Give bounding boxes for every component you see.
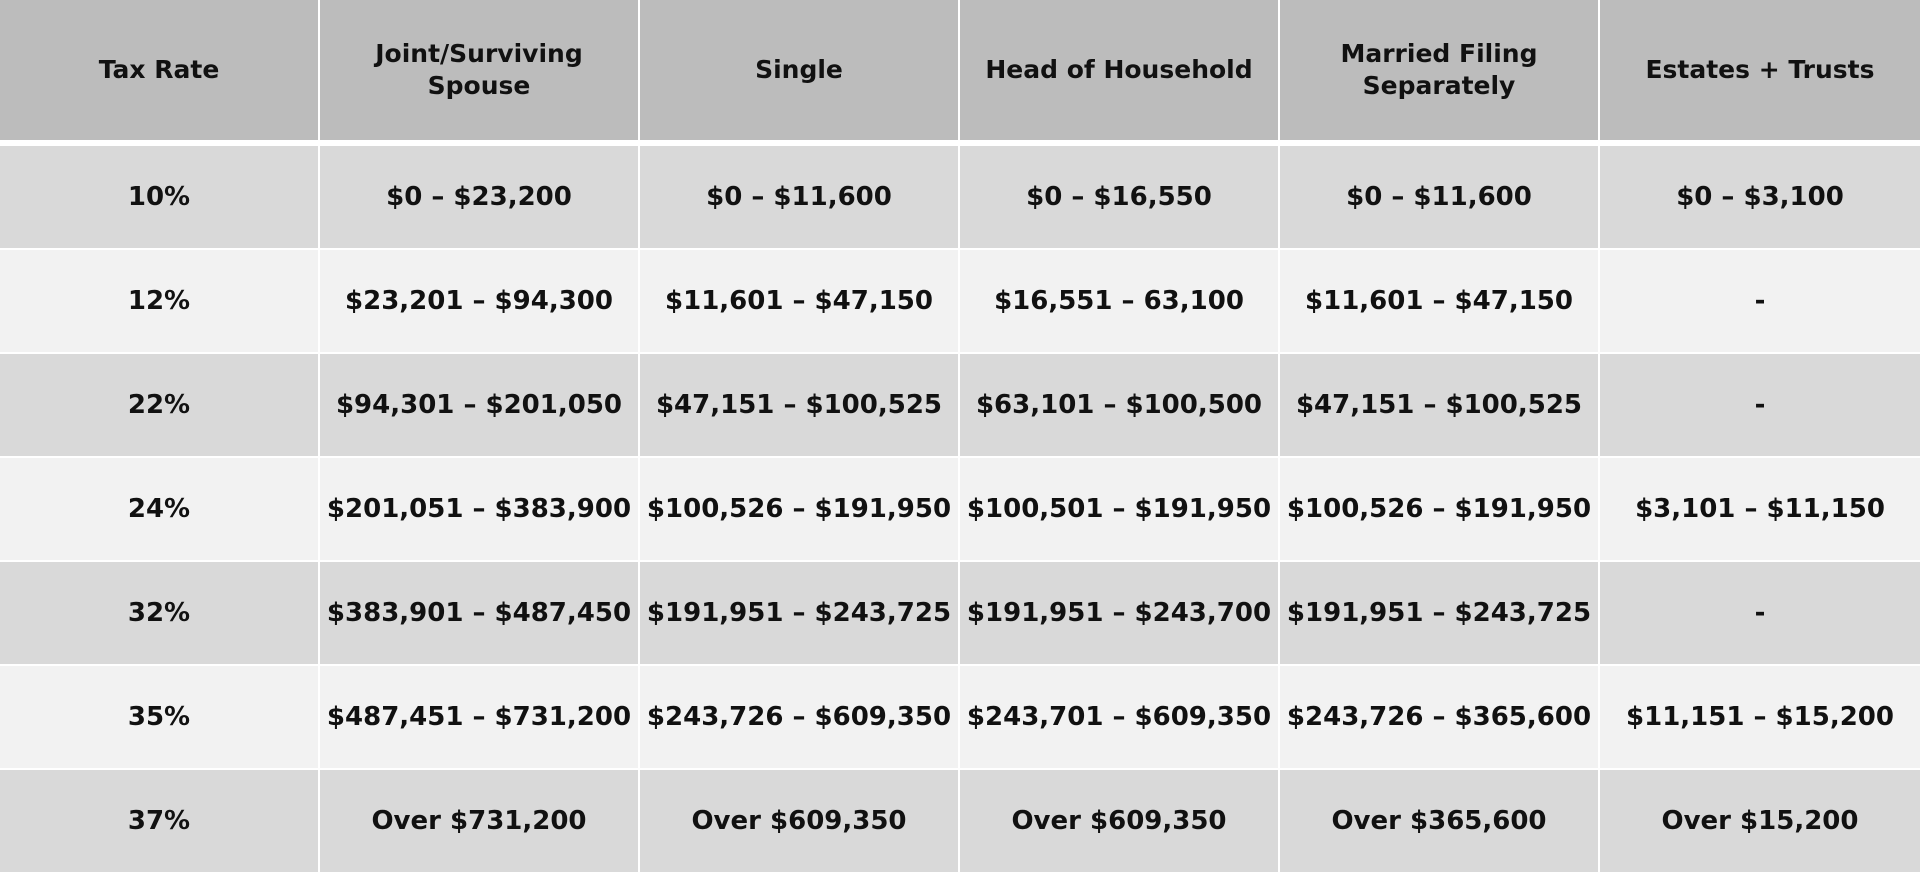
cell-head-of-household: Over $609,350 xyxy=(960,770,1280,874)
cell-tax-rate: 37% xyxy=(0,770,320,874)
cell-estates-trusts: - xyxy=(1600,562,1920,666)
cell-single: $243,726 – $609,350 xyxy=(640,666,960,770)
cell-joint: Over $731,200 xyxy=(320,770,640,874)
cell-estates-trusts: - xyxy=(1600,354,1920,458)
cell-married-separately: $191,951 – $243,725 xyxy=(1280,562,1600,666)
table-row xyxy=(0,146,1920,250)
cell-estates-trusts: $0 – $3,100 xyxy=(1600,146,1920,250)
table-row xyxy=(0,562,1920,666)
cell-married-separately: $0 – $11,600 xyxy=(1280,146,1600,250)
cell-married-separately: $243,726 – $365,600 xyxy=(1280,666,1600,770)
table-row xyxy=(0,458,1920,562)
table-row xyxy=(0,250,1920,354)
cell-joint: $383,901 – $487,450 xyxy=(320,562,640,666)
cell-tax-rate: 32% xyxy=(0,562,320,666)
cell-estates-trusts: Over $15,200 xyxy=(1600,770,1920,874)
cell-head-of-household: $0 – $16,550 xyxy=(960,146,1280,250)
cell-estates-trusts: $3,101 – $11,150 xyxy=(1600,458,1920,562)
cell-joint: $201,051 – $383,900 xyxy=(320,458,640,562)
cell-joint: $0 – $23,200 xyxy=(320,146,640,250)
table-row xyxy=(0,354,1920,458)
cell-single: $47,151 – $100,525 xyxy=(640,354,960,458)
cell-tax-rate: 24% xyxy=(0,458,320,562)
cell-tax-rate: 35% xyxy=(0,666,320,770)
table-body xyxy=(0,146,1920,874)
cell-head-of-household: $16,551 – 63,100 xyxy=(960,250,1280,354)
header-single: Single xyxy=(640,0,960,146)
cell-single: $11,601 – $47,150 xyxy=(640,250,960,354)
table-row xyxy=(0,666,1920,770)
header-joint-surviving-spouse: Joint/Surviving Spouse xyxy=(320,0,640,146)
header-row xyxy=(0,0,1920,146)
cell-head-of-household: $191,951 – $243,700 xyxy=(960,562,1280,666)
cell-head-of-household: $63,101 – $100,500 xyxy=(960,354,1280,458)
cell-joint: $23,201 – $94,300 xyxy=(320,250,640,354)
cell-tax-rate: 12% xyxy=(0,250,320,354)
cell-single: $191,951 – $243,725 xyxy=(640,562,960,666)
cell-head-of-household: $100,501 – $191,950 xyxy=(960,458,1280,562)
cell-married-separately: $11,601 – $47,150 xyxy=(1280,250,1600,354)
cell-estates-trusts: - xyxy=(1600,250,1920,354)
cell-tax-rate: 22% xyxy=(0,354,320,458)
cell-single: $0 – $11,600 xyxy=(640,146,960,250)
cell-married-separately: $100,526 – $191,950 xyxy=(1280,458,1600,562)
cell-married-separately: Over $365,600 xyxy=(1280,770,1600,874)
cell-estates-trusts: $11,151 – $15,200 xyxy=(1600,666,1920,770)
table-row xyxy=(0,770,1920,874)
header-tax-rate: Tax Rate xyxy=(0,0,320,146)
cell-married-separately: $47,151 – $100,525 xyxy=(1280,354,1600,458)
cell-single: $100,526 – $191,950 xyxy=(640,458,960,562)
header-head-of-household: Head of Household xyxy=(960,0,1280,146)
header-estates-trusts: Estates + Trusts xyxy=(1600,0,1920,146)
cell-head-of-household: $243,701 – $609,350 xyxy=(960,666,1280,770)
cell-joint: $487,451 – $731,200 xyxy=(320,666,640,770)
table-header xyxy=(0,0,1920,146)
cell-joint: $94,301 – $201,050 xyxy=(320,354,640,458)
cell-tax-rate: 10% xyxy=(0,146,320,250)
header-married-filing-separately: Married Filing Separately xyxy=(1280,0,1600,146)
cell-single: Over $609,350 xyxy=(640,770,960,874)
